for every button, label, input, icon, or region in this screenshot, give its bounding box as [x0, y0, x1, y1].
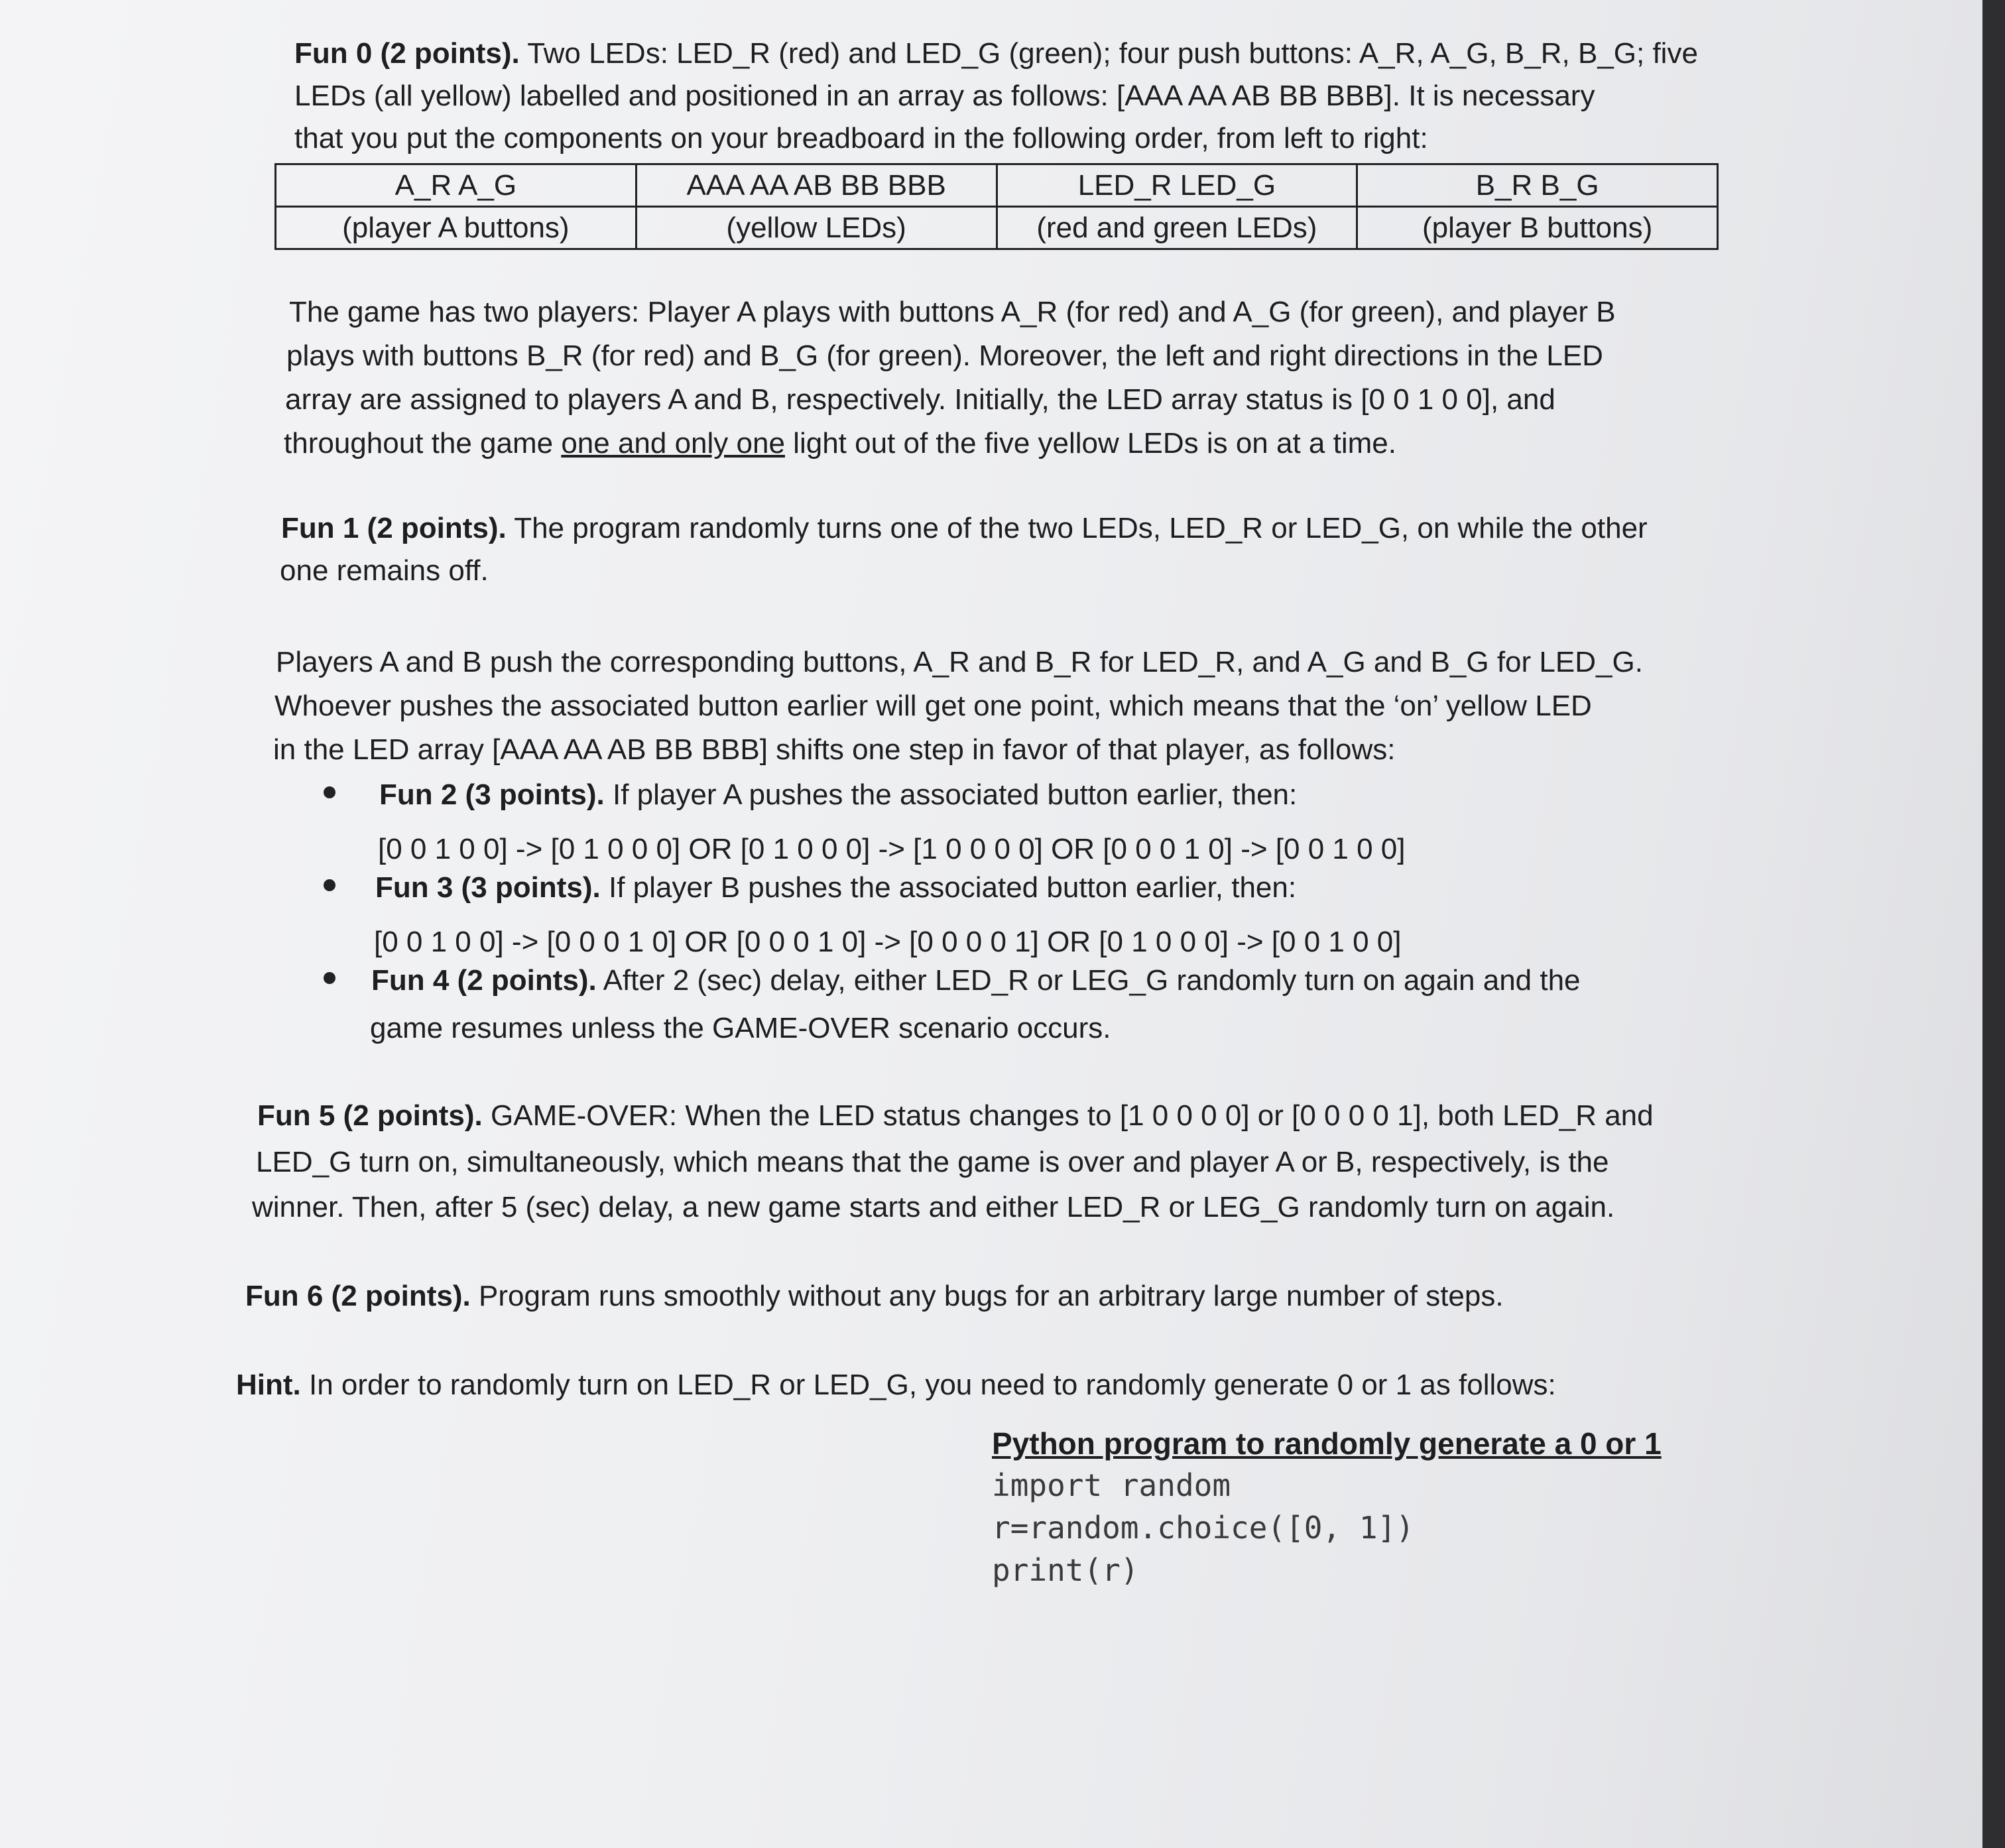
fun1-line1: Fun 1 (2 points). The program randomly turns one of the two LEDs, LED_R or LED_G, on while the other [281, 512, 1648, 544]
fun3-transitions: [0 0 1 0 0] -> [0 0 0 1 0] OR [0 0 0 1 0] -> [0 0 0 0 1] OR [0 1 0 0 0] -> [0 0 1 0 0] [374, 926, 1402, 958]
table-cell: (red and green LEDs) [997, 207, 1357, 249]
hint-line1: Hint. In order to randomly turn on LED_R or LED_G, you need to randomly generate 0 or 1 as follows: [236, 1369, 1556, 1401]
fun1-label: Fun 1 (2 points). [281, 512, 507, 544]
fun0-line1: Fun 0 (2 points). Two LEDs: LED_R (red) and LED_G (green); four push buttons: A_R, A_G, B_R, B_G; five [294, 37, 1698, 70]
component-order-table [274, 163, 1719, 250]
fun6-label: Fun 6 (2 points). [245, 1280, 471, 1312]
hint-label: Hint. [236, 1369, 301, 1401]
fun1-line2: one remains off. [280, 554, 489, 587]
fun0-label: Fun 0 (2 points). [294, 37, 520, 70]
fun5-line1: Fun 5 (2 points). GAME-OVER: When the LED status changes to [1 0 0 0 0] or [0 0 0 0 1], both LED_R and [257, 1099, 1654, 1132]
intro-line4: throughout the game one and only one light out of the five yellow LEDs is on at a time. [284, 427, 1396, 460]
fun5-line3: winner. Then, after 5 (sec) delay, a new game starts and either LED_R or LEG_G randomly turn on again. [252, 1191, 1615, 1223]
background-edge [1982, 0, 2005, 1848]
fun2-label: Fun 2 (3 points). [379, 778, 605, 811]
table-row [276, 164, 1718, 207]
fun0-line3: that you put the components on your breadboard in the following order, from left to right: [294, 122, 1428, 154]
bullet-icon [324, 786, 335, 798]
code-line: print(r) [992, 1552, 1139, 1588]
fun5-line2: LED_G turn on, simultaneously, which means that the game is over and player A or B, respectively, is the [256, 1146, 1609, 1178]
players-line2: Whoever pushes the associated button earlier will get one point, which means that the ‘on’ yellow LED [274, 690, 1592, 722]
fun0-line2: LEDs (all yellow) labelled and positioned in an array as follows: [AAA AA AB BB BBB]. It is necessary [294, 80, 1595, 112]
table-cell: LED_R LED_G [997, 164, 1357, 207]
bullet-icon [324, 879, 335, 891]
emphasis-underline: one and only one [561, 427, 785, 460]
code-title: Python program to randomly generate a 0 or 1 [992, 1426, 1662, 1461]
code-line: import random [992, 1467, 1231, 1503]
table-cell: B_R B_G [1357, 164, 1718, 207]
table-cell: A_R A_G [276, 164, 637, 207]
fun5-label: Fun 5 (2 points). [257, 1099, 483, 1132]
fun4-label: Fun 4 (2 points). [371, 964, 597, 997]
fun3-line1: Fun 3 (3 points). If player B pushes the associated button earlier, then: [375, 871, 1297, 904]
players-line3: in the LED array [AAA AA AB BB BBB] shifts one step in favor of that player, as follows: [273, 733, 1396, 766]
players-line1: Players A and B push the corresponding buttons, A_R and B_R for LED_R, and A_G and B_G for LED_G. [276, 646, 1643, 678]
intro-line1: The game has two players: Player A plays with buttons A_R (for red) and A_G (for green), and player B [289, 296, 1616, 328]
intro-line3: array are assigned to players A and B, respectively. Initially, the LED array status is [0 0 1 0 0], and [285, 383, 1555, 416]
fun4-line2: game resumes unless the GAME-OVER scenario occurs. [370, 1012, 1111, 1044]
table-cell: (player A buttons) [276, 207, 637, 249]
table-row [276, 207, 1718, 249]
intro-line2: plays with buttons B_R (for red) and B_G (for green). Moreover, the left and right directions in the LED [286, 339, 1603, 372]
code-line: r=random.choice([0, 1]) [992, 1510, 1414, 1546]
fun6-line1: Fun 6 (2 points). Program runs smoothly without any bugs for an arbitrary large number of steps. [245, 1280, 1504, 1312]
fun4-line1: Fun 4 (2 points). After 2 (sec) delay, either LED_R or LEG_G randomly turn on again and the [371, 964, 1581, 997]
fun2-line1: Fun 2 (3 points). If player A pushes the associated button earlier, then: [379, 778, 1298, 811]
table-cell: (yellow LEDs) [636, 207, 997, 249]
bullet-icon [324, 972, 335, 984]
fun3-label: Fun 3 (3 points). [375, 871, 601, 904]
fun2-transitions: [0 0 1 0 0] -> [0 1 0 0 0] OR [0 1 0 0 0] -> [1 0 0 0 0] OR [0 0 0 1 0] -> [0 0 1 0 0] [378, 833, 1406, 865]
table-cell: AAA AA AB BB BBB [636, 164, 997, 207]
table-cell: (player B buttons) [1357, 207, 1718, 249]
